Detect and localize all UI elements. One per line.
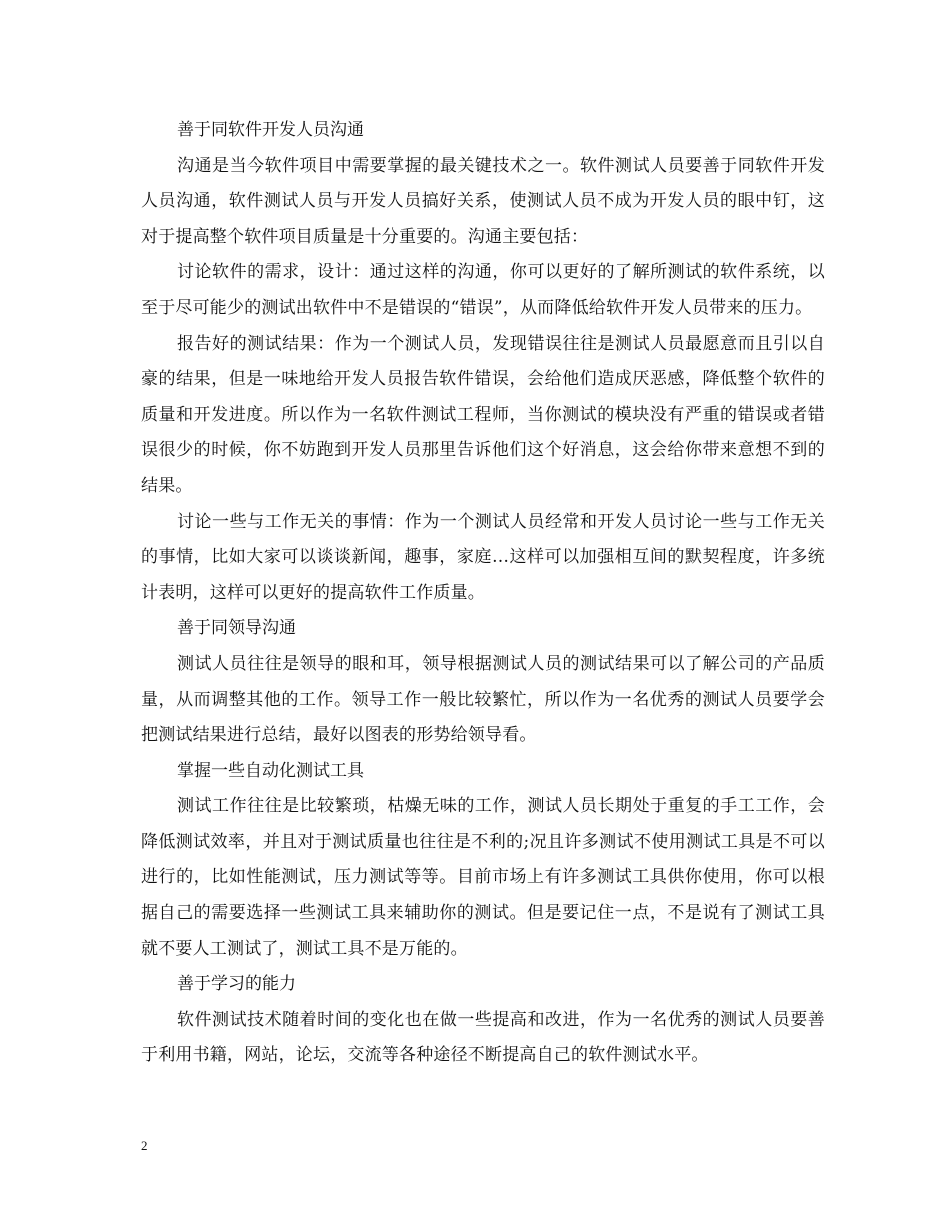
paragraph-communication-intro: 沟通是当今软件项目中需要掌握的最关键技术之一。软件测试人员要善于同软件开发人员沟通，软件测试人员与开发人员搞好关系，使测试人员不成为开发人员的眼中钉，这对于提高整个软件项目质量是十分重要的。沟通主要包括： <box>141 155 825 247</box>
paragraph-learning-ability: 软件测试技术随着时间的变化也在做一些提高和改进，作为一名优秀的测试人员要善于利用书籍，网站，论坛，交流等各种途径不断提高自己的软件测试水平。 <box>141 1009 825 1066</box>
paragraph-automation-tools: 测试工作往往是比较繁琐，枯燥无味的工作，测试人员长期处于重复的手工工作，会降低测试效率，并且对于测试质量也往往是不利的;况且许多测试不使用测试工具是不可以进行的，比如性能测试，压力测试等等。目前市场上有许多测试工具供你使用，你可以根据自己的需要选择一些测试工具来辅助你的测试。但是要记住一点，不是说有了测试工具就不要人工测试了，测试工具不是万能的。 <box>141 796 825 959</box>
section-heading-learning-ability: 善于学习的能力 <box>177 974 296 995</box>
page-number: 2 <box>141 1138 148 1153</box>
section-heading-developer-communication: 善于同软件开发人员沟通 <box>177 120 364 140</box>
paragraph-discuss-unrelated-topics: 讨论一些与工作无关的事情：作为一个测试人员经常和开发人员讨论一些与工作无关的事情，比如大家可以谈谈新闻，趣事，家庭…这样可以加强相互间的默契程度，许多统计表明，这样可以更好的提高软件工作质量。 <box>141 511 825 603</box>
section-heading-leader-communication: 善于同领导沟通 <box>177 618 296 639</box>
paragraph-leader-communication: 测试人员往往是领导的眼和耳，领导根据测试人员的测试结果可以了解公司的产品质量，从而调整其他的工作。领导工作一般比较繁忙，所以作为一名优秀的测试人员要学会把测试结果进行总结，最好以图表的形势给领导看。 <box>141 653 825 746</box>
paragraph-report-good-results: 报告好的测试结果：作为一个测试人员，发现错误往往是测试人员最愿意而且引以自豪的结果，但是一味地给开发人员报告软件错误，会给他们造成厌恶感，降低整个软件的质量和开发进度。所以作为一名软件测试工程师，当你测试的模块没有严重的错误或者错误很少的时候，你不妨跑到开发人员那里告诉他们这个好消息，这会给你带来意想不到的结果。 <box>141 333 825 496</box>
paragraph-discuss-requirements: 讨论软件的需求，设计：通过这样的沟通，你可以更好的了解所测试的软件系统，以至于尽可能少的测试出软件中不是错误的“错误”，从而降低给软件开发人员带来的压力。 <box>141 262 825 318</box>
section-heading-automation-tools: 掌握一些自动化测试工具 <box>177 760 364 781</box>
document-body <box>141 113 825 1074</box>
